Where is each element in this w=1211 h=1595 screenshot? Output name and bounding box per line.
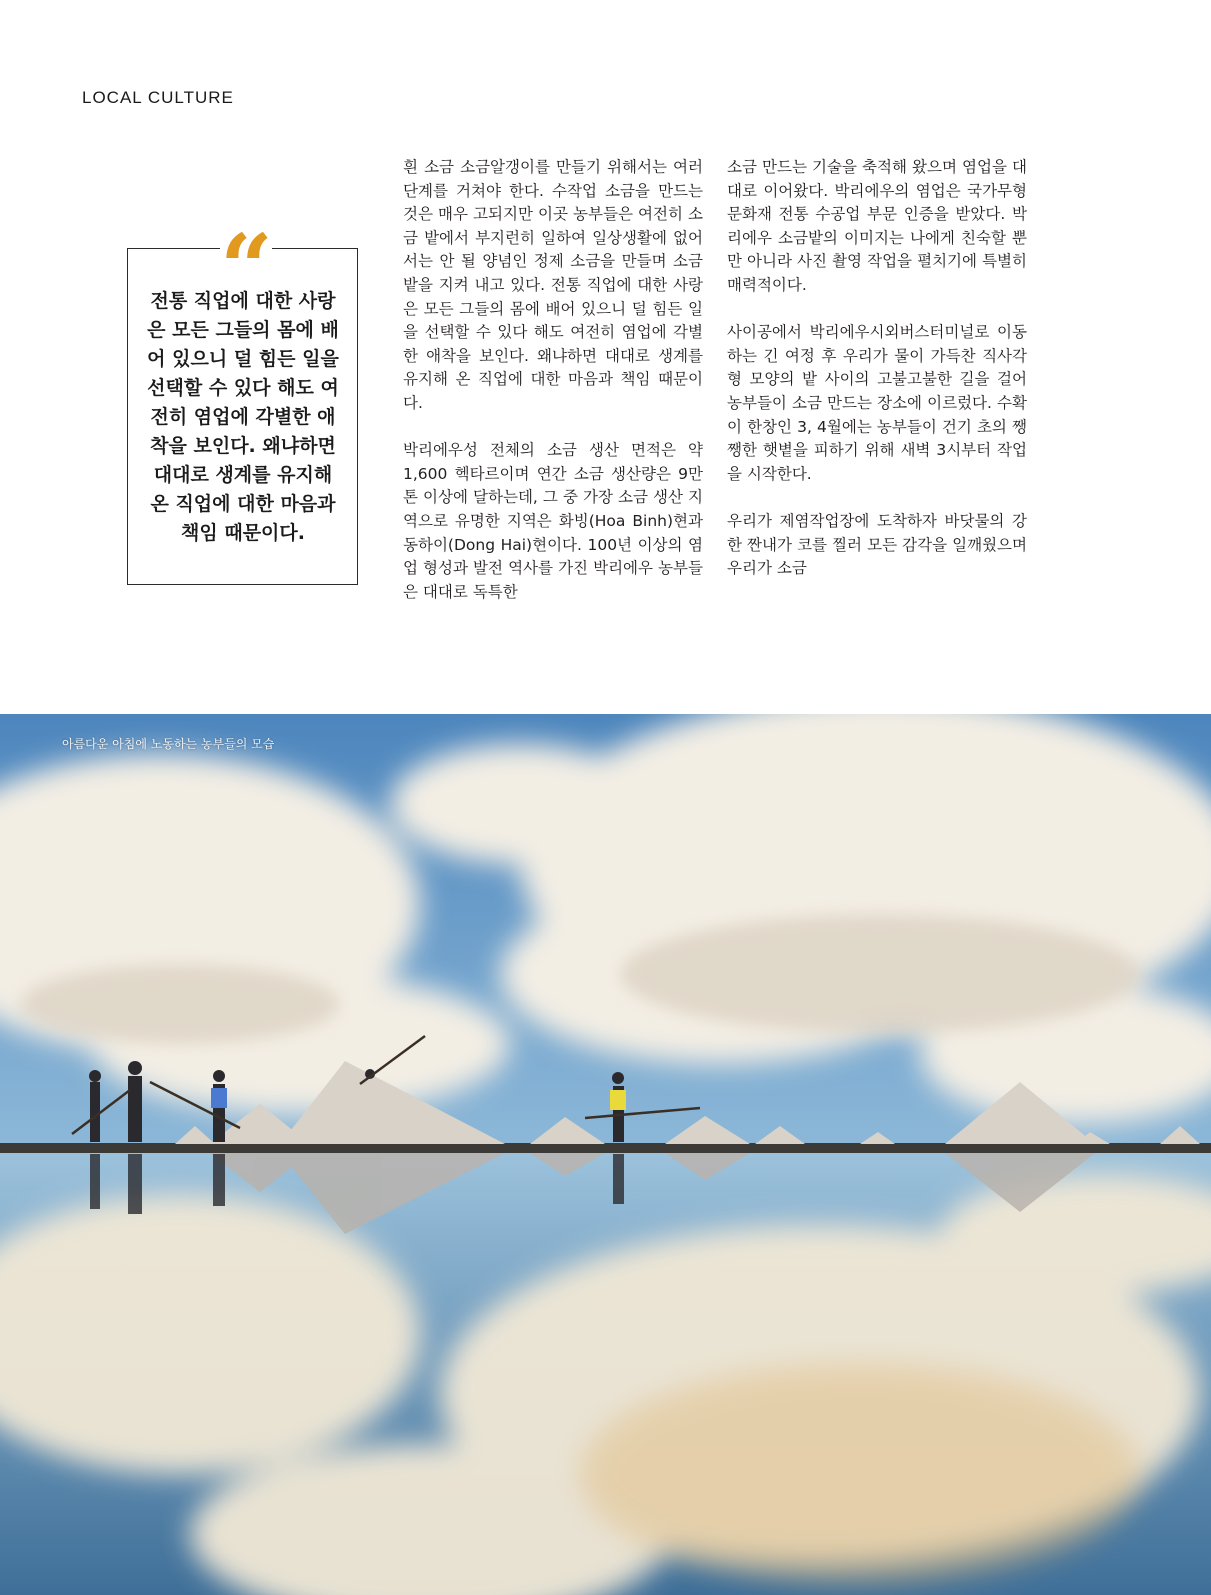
article-paragraph: 우리가 제염작업장에 도착하자 바닷물의 강한 짠내가 코를 찔러 모든 감각을 일깨웠으며 우리가 소금 [727, 511, 1027, 578]
photo-caption: 아름다운 아침에 노동하는 농부들의 모습 [62, 737, 275, 751]
article-paragraph: 흰 소금 소금알갱이를 만들기 위해서는 여러 단계를 거쳐야 한다. 수작업 소금을 만드는 것은 매우 고되지만 이곳 농부들은 여전히 소금 밭에서 부지런히 일하여 일상생활에 없어서는 안 될 양념인 정제 소금을 만들며 소금밭을 지켜 내고 있다. 전통 직업에 대한 사랑은 모든 그들의 몸에 배어 있으니 덜 힘든 일을 선택할 수 있다 해도 여전히 염업에 각별한 애착을 보인다. 왜냐하면 대대로 생계를 유지해 온 직업에 대한 마음과 책임 때문이다. [403, 158, 703, 412]
pull-quote-text: 전통 직업에 대한 사랑은 모든 그들의 몸에 배어 있으니 덜 힘든 일을 선택할 수 있다 해도 여전히 염업에 각별한 애착을 보인다. 왜냐하면 대대로 생계를 유지해 온 직업에 대한 마음과 책임 때문이다. [147, 290, 339, 544]
quote-mark-icon: “ [220, 214, 273, 322]
article-paragraph: 사이공에서 박리에우시외버스터미널로 이동하는 긴 여정 후 우리가 물이 가득찬 직사각형 모양의 밭 사이의 고불고불한 길을 걸어 농부들이 소금 만드는 장소에 이르렀다. 수확이 한창인 3, 4월에는 농부들이 건기 초의 쨍쨍한 햇볕을 피하기 위해 새벽 3시부터 작업을 시작한다. [727, 323, 1027, 483]
salt-field-photo [0, 714, 1211, 1595]
article-paragraph: 박리에우성 전체의 소금 생산 면적은 약 1,600 헥타르이며 연간 소금 생산량은 9만 톤 이상에 달하는데, 그 중 가장 소금 생산 지역으로 유명한 지역은 화빙(Hoa Binh)현과 동하이(Dong Hai)현이다. 100년 이상의 염업 형성과 발전 역사를 가진 박리에우 농부들은 대대로 독특한 [403, 441, 703, 601]
article-paragraph: 소금 만드는 기술을 축적해 왔으며 염업을 대대로 이어왔다. 박리에우의 염업은 국가무형문화재 전통 수공업 부문 인증을 받았다. 박리에우 소금밭의 이미지는 나에게 친숙할 뿐만 아니라 사진 촬영 작업을 펼치기에 특별히 매력적이다. [727, 158, 1027, 294]
section-label: LOCAL CULTURE [82, 88, 234, 107]
article-column-1 [403, 156, 703, 628]
article-column-2 [727, 156, 1027, 604]
